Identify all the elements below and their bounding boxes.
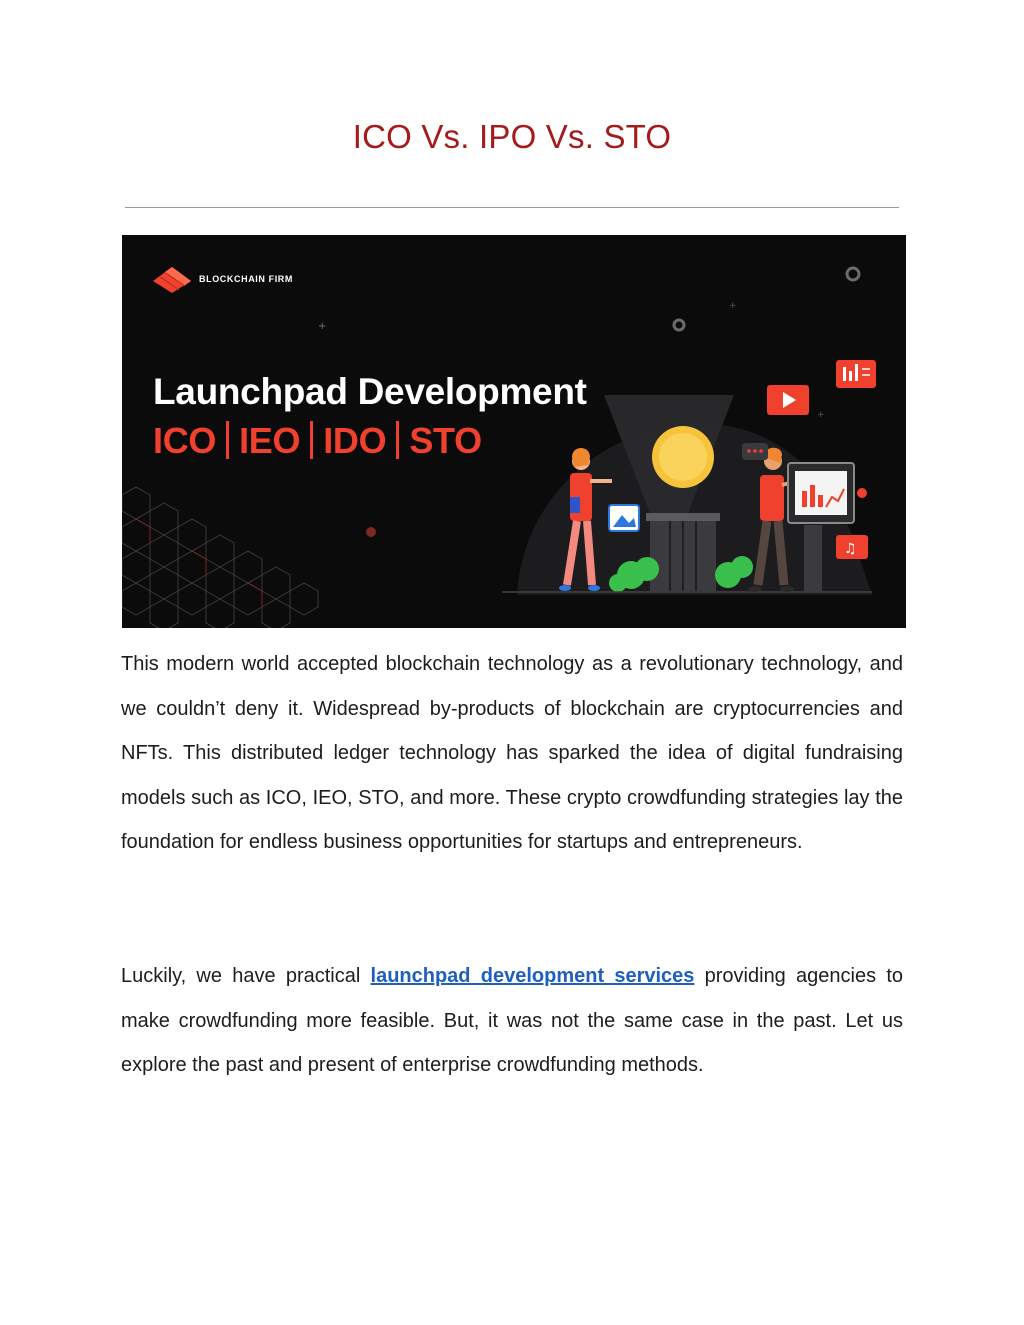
banner-heading: Launchpad Development — [153, 371, 587, 412]
dot-decoration — [366, 527, 376, 537]
brand-logo-icon — [153, 267, 191, 293]
svg-text:+: + — [729, 301, 737, 311]
hexagon-pattern — [122, 487, 318, 628]
paragraph-text-start: Luckily, we have practical — [121, 965, 371, 987]
tag-sto: STO — [409, 420, 482, 461]
document-title: ICO Vs. IPO Vs. STO — [352, 118, 672, 155]
check-badge-icon — [857, 488, 867, 498]
svg-text:♫: ♫ — [844, 541, 857, 557]
tag-separator — [310, 421, 313, 459]
tag-ido: IDO — [323, 420, 387, 461]
launchpad-paragraph — [121, 954, 903, 1088]
brand-name: BLOCKCHAIN FIRM — [199, 274, 293, 284]
chart-card-icon — [836, 360, 876, 388]
paragraph-text-end: providing agencies to make crowdfunding more feasible. But, it was not the same case in the past. Let us explore the past and present of enterprise crowdfunding methods. — [121, 965, 903, 1077]
chat-bubble-icon — [742, 443, 768, 460]
tag-separator — [396, 421, 399, 459]
music-note-icon — [836, 535, 868, 559]
tag-ieo: IEO — [239, 420, 301, 461]
banner-tag-list — [153, 420, 482, 462]
hero-banner-image — [122, 235, 906, 628]
svg-text:+: + — [817, 410, 825, 420]
gear-icon — [674, 268, 859, 330]
tag-separator — [226, 421, 229, 459]
intro-paragraph: This modern world accepted blockchain technology as a revolutionary technology, and we couldn’t deny it. Widespread by-products of blockchain are cryptocurrencies and NFTs. This distributed ledger technology has sparked the idea of digital fundraising models such as ICO, IEO, STO, and more. These crypto crowdfunding strategies lay the foundation for endless business opportunities for startups and entrepreneurs. — [121, 653, 903, 854]
title-divider — [125, 207, 899, 208]
video-play-icon — [767, 385, 809, 415]
tag-ico: ICO — [153, 420, 217, 461]
svg-text:+: + — [318, 321, 327, 332]
launchpad-development-services-link[interactable]: launchpad development services — [370, 965, 695, 987]
